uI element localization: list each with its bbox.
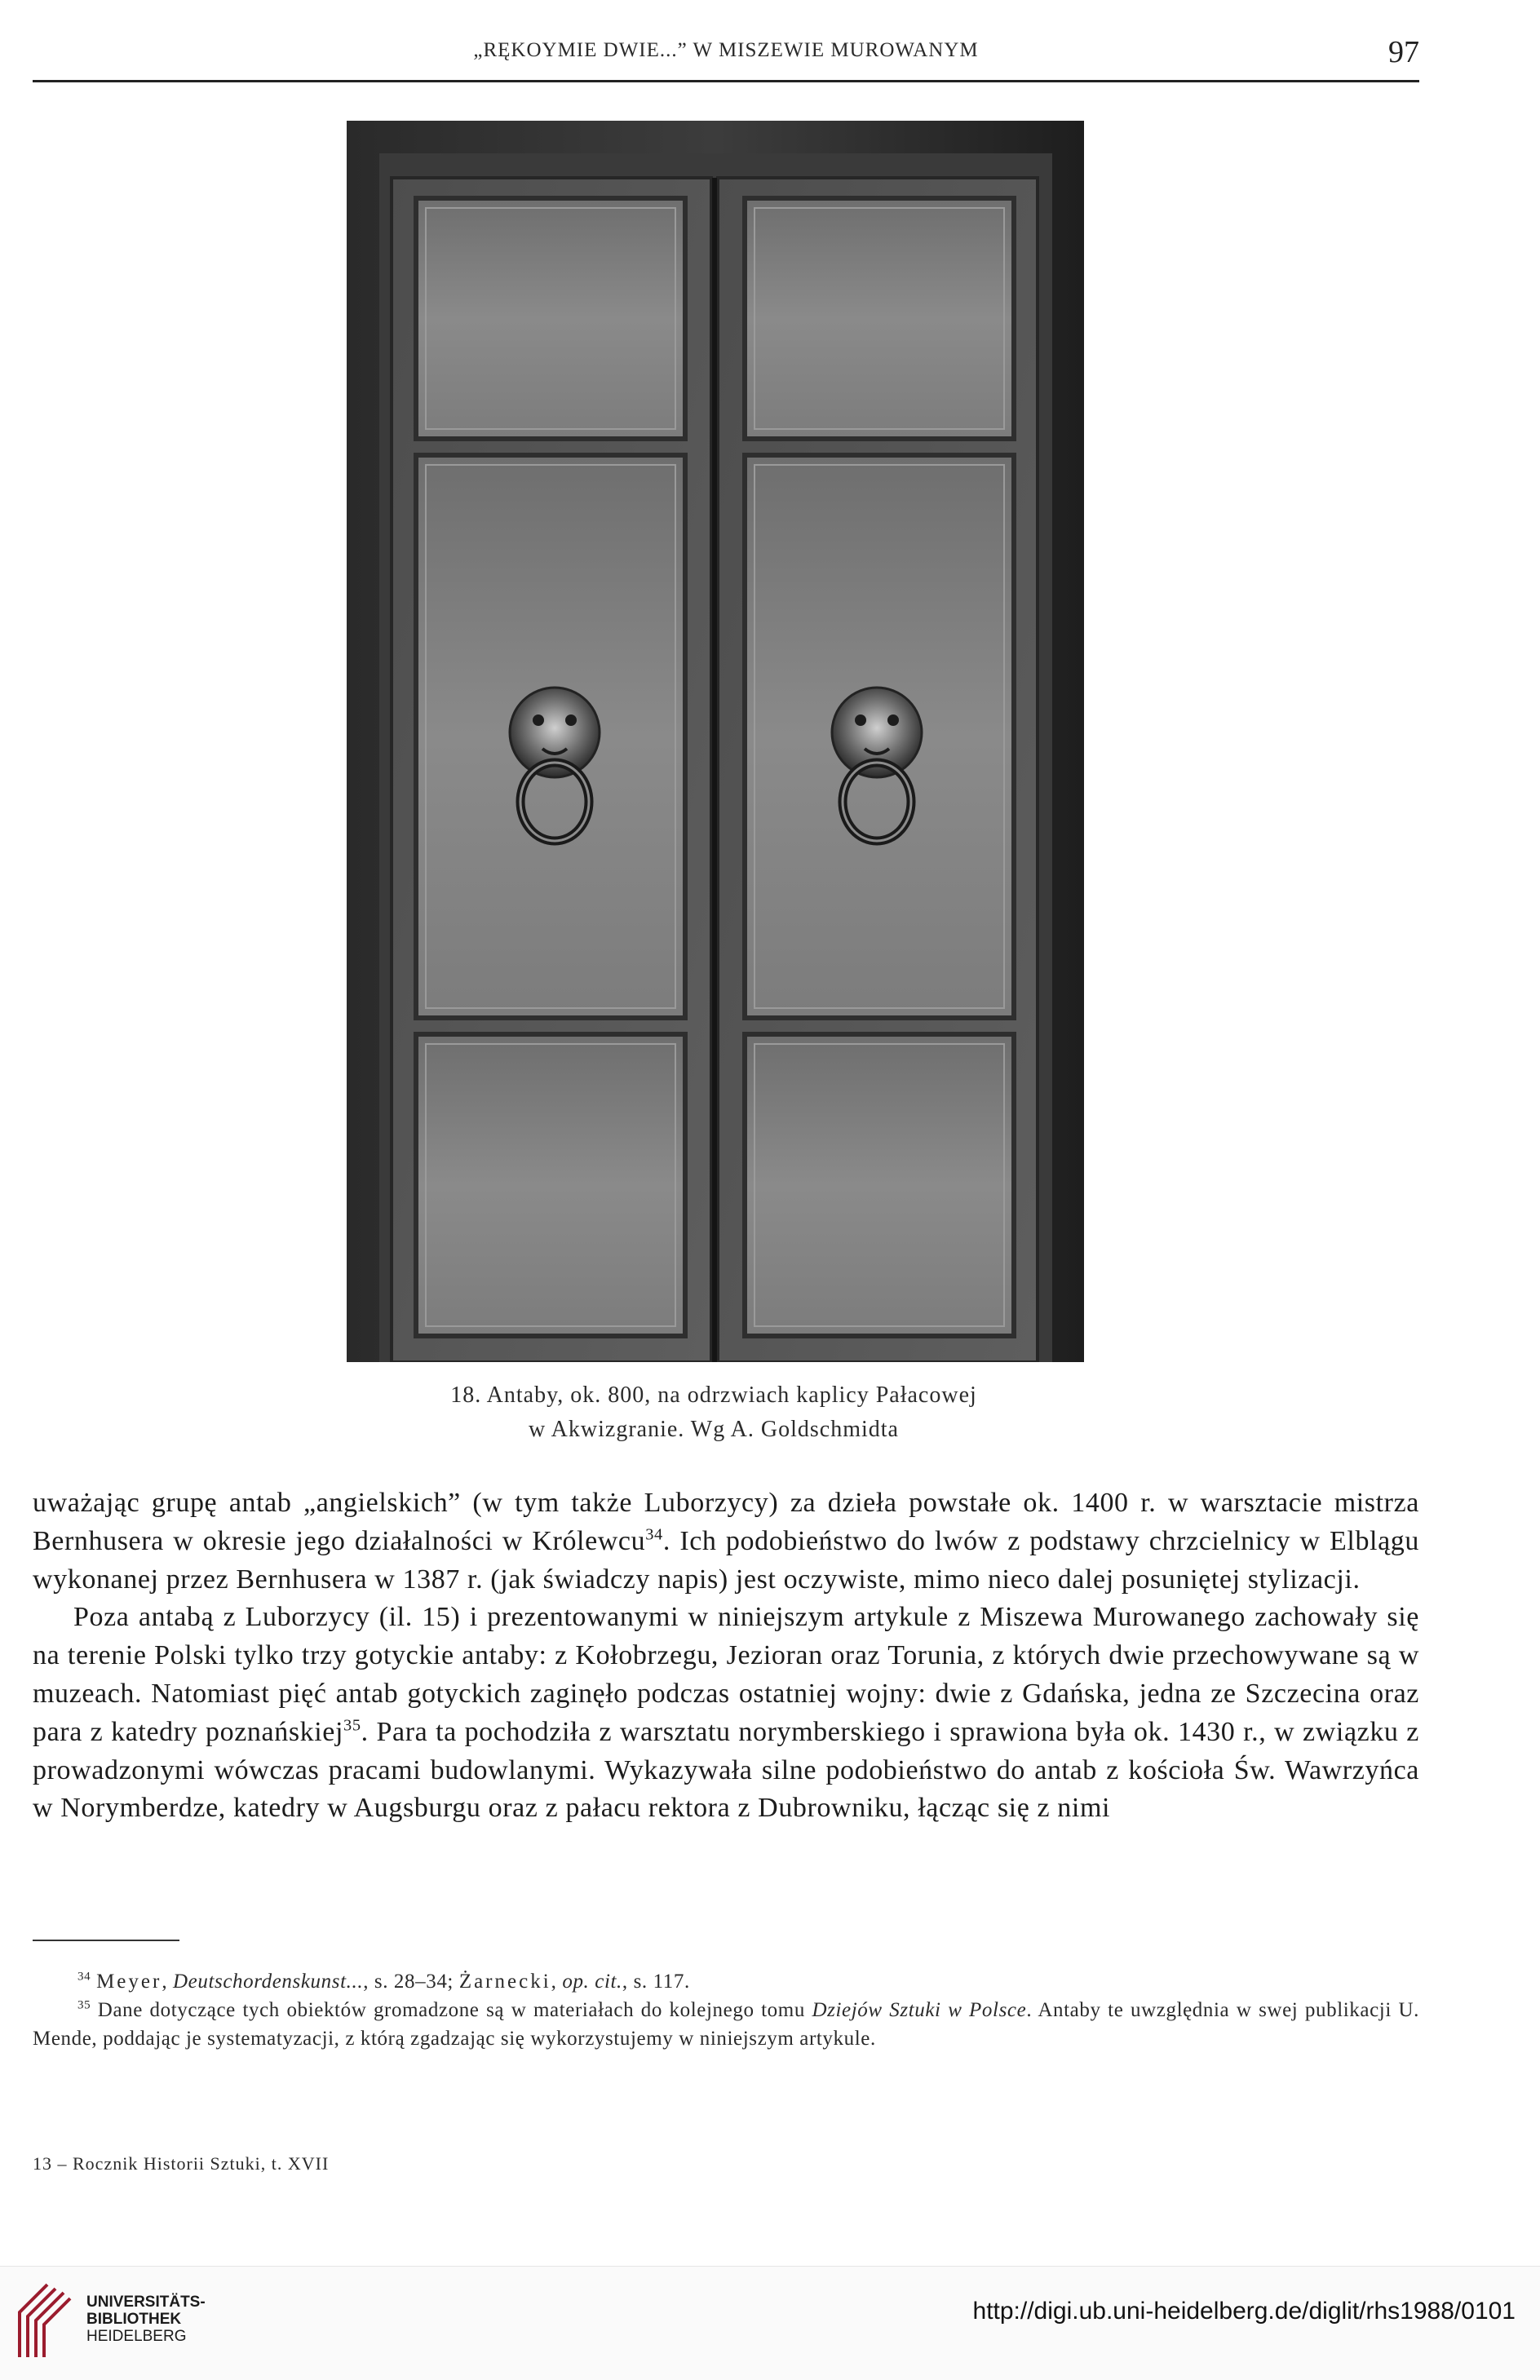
footnote-rule [33,1940,179,1941]
logo-line-3: HEIDELBERG [86,2328,187,2345]
caption-line-1: 18. Antaby, ok. 800, na odrzwiach kaplicy Pałacowej [450,1382,977,1408]
paragraph-1 [33,1484,1419,1599]
footnote-34-author-1: Meyer [96,1971,162,1993]
footnote-34-number: 34 [77,1970,91,1984]
paragraph-1-text-a: uważając grupę antab „angielskich” (w tym także Luborzycy) za dzieła powstałe ok. 1400 r. w warsztacie mistrza Bernhusera w okresie jego działalności w Królewcu [33,1488,1419,1556]
footnote-35 [33,1996,1419,2053]
paragraph-1-text-b: . Ich podobieństwo do lwów z podstawy chrzcielnicy w Elblągu wykonanej przez Bernhusera w 1387 r. (jak świadczy napis) jest oczywiste, mimo nieco dalej posuniętej stylizacji. [33,1525,1419,1595]
footnote-34-author-2: Żarnecki [458,1971,551,1993]
footnotes [33,1967,1419,2053]
footnote-35-text-a: Dane dotyczące tych obiektów gromadzone są w materiałach do kolejnego tomu [91,1999,812,2021]
caption-line-2: w Akwizgranie. Wg A. Goldschmidta [529,1417,899,1442]
source-url-link[interactable]: http://digi.ub.uni-heidelberg.de/diglit/rhs1988/0101 [972,2298,1516,2325]
running-title: „RĘKOYMIE DWIE...” W MISZEWIE MUROWANYM [473,39,979,61]
figure-caption [245,1378,1183,1447]
footnote-ref-34: 34 [645,1525,663,1544]
footnote-34-sep-2: , [551,1971,563,1993]
footnote-35-number: 35 [77,1998,91,2012]
body-text [33,1484,1419,1828]
footnote-35-title: Dziejów Sztuki w Polsce [812,1999,1027,2021]
library-logo-text [86,2294,206,2345]
page-header [33,33,1419,82]
door-photograph [347,121,1084,1362]
page-number: 97 [1388,35,1419,69]
footnote-34-pages-2: , s. 117. [622,1971,690,1993]
paragraph-2 [33,1599,1419,1828]
paragraph-2-text-b: . Para ta pochodziła z warsztatu norymberskiego i sprawiona była ok. 1430 r., w związku z prowadzonymi wówczas pracami budowlanymi. Wykazywała silne podobieństwo do antab z kościoła Św. Wawrzyńca w Norymberdze, katedry w Augsburgu oraz z pałacu rektora z Dubrowniku, łącząc się z nimi [33,1716,1419,1824]
paragraph-2-text-a: Poza antabą z Luborzycy (il. 15) i prezentowanymi w niniejszym artykule z Miszewa Murowanego zachowały się na terenie Polski tylko trzy gotyckie antaby: z Kołobrzegu, Jezioran oraz Torunia, z których dwie przechowywane są w muzeach. Natomiast pięć antab gotyckich zaginęło podczas ostatniej wojny: dwie z Gdańska, jedna ze Szczecina oraz para z katedry poznańskiej [33,1602,1419,1747]
logo-line-2: BIBLIOTHEK [86,2311,182,2328]
footnote-34 [33,1967,1419,1996]
footnote-34-title-1: Deutschordenskunst... [173,1971,364,1993]
footnote-34-sep-1: , [162,1971,174,1993]
printer-signature: 13 – Rocznik Historii Sztuki, t. XVII [33,2153,330,2174]
footnote-35-text-b: . Antaby te uwzględnia w swej publikacji U. Mende, poddając je systematyzacji, z którą zgadzając się wykorzystujemy w niniejszym artykule. [33,1999,1419,2050]
footnote-34-pages-1: , s. 28–34; [363,1971,459,1993]
footnote-34-title-2: op. cit. [562,1971,622,1993]
university-library-logo-icon [15,2280,73,2361]
logo-line-1: UNIVERSITÄTS- [86,2294,206,2311]
footnote-ref-35: 35 [343,1716,361,1735]
